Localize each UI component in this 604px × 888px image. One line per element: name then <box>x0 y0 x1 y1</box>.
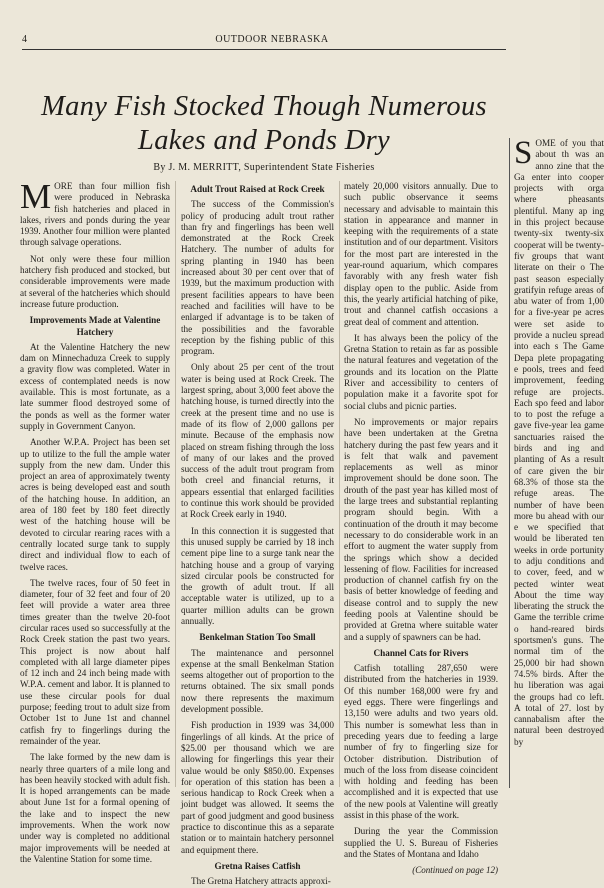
header-rule <box>22 49 506 50</box>
column-4-partial <box>509 135 604 788</box>
paragraph: It has always been the policy of the Gretna Station to retain as far as possible the natural features and vegetation of the grounds and its location on the Platte River and accessibility to centers of population make it a favorite spot for social clubs and picnic parties. <box>344 332 498 411</box>
paragraph: Not only were these four million hatchery fish produced and stocked, but considerable improvements were made at several of the hatcheries which should increase future production. <box>20 253 170 309</box>
paragraph: Catfish totalling 287,650 were distributed from the hatcheries in 1939. Of this number 168,000 were fry and eyed eggs. There were fingerlings and 13,150 were adults and two years old. This number is somewhat less than in preceding years due to feeding a large number of fry to fingerling size for October distribution. Distribution of much of the loss from disease coincident with holding and feeding has been accomplished and it is expected that use of the new pools at Valentine will greatly assist in this phase of the work. <box>344 663 498 821</box>
page-header <box>22 34 562 46</box>
title-line-1: Many Fish Stocked Though Numerous <box>41 91 487 122</box>
paragraph: The success of the Commission's policy of producing adult trout rather than fry and fingerlings has been well demonstrated at the Rock Creek Hatchery. The number of adults for spring planting in 1940 has been increased about 30 per cent over that of 1939, but the maximum production with present facilities appears to have been reached and facilities will have to be enlarged if advantage is to be taken of the possibilities and the favorable reception by the fishing public of this program. <box>181 199 334 357</box>
section-heading: Channel Cats for Rivers <box>373 647 469 658</box>
paragraph: The Gretna Hatchery attracts approxi- <box>191 876 331 887</box>
column-divider <box>339 181 340 787</box>
paragraph: mately 20,000 visitors annually. Due to such public observance it seems necessary and advisable to maintain this station in appearance and manner in keeping with the requirements of a state institution and of our department. Visitors for the most part are interested in the year-round aquarium, which compares favorably with any fresh water fish display open to the public. Aside from this, the yearly artificial hatching of pike, trout and channel catfish occasions a great deal of comment and attention. <box>344 181 498 327</box>
page-number: 4 <box>22 34 28 45</box>
column-3 <box>344 181 498 876</box>
intro-paragraph: MORE than four million fish were produced in Nebraska fish hatcheries and placed in lakes, rivers and ponds during the year 1939. Another four million were planted through salvage operations. <box>20 177 170 248</box>
column-2 <box>181 181 334 887</box>
byline: By J. M. MERRITT, Superintendent State Fisheries <box>153 162 375 173</box>
paragraph: The twelve races, four of 50 feet in diameter, four of 32 feet and four of 20 feet will provide a water area three times greater than the twelve 20-foot circular races used so successfully at the Rock Creek station the past two years. This project is now about half completed with all large diameter pipes of 12 inch and 24 inch being made with W.P.A. cement and labor. It is planned to use these circular pools for dual purpose; feeding trout to adult size from October 1st to June 1st and channel catfish fry to fingerlings during the remainder of the year. <box>20 577 170 746</box>
paragraph: Only about 25 per cent of the trout water is being used at Rock Creek. The largest spring, about 3,000 feet above the hatching house, is turned directly into the creek at the present time and no use is made of its flow of 2,000 gallons per minute. Because of the emphasis now placed on stream fishing through the loss of many of our lakes and the proved success of the adult trout program from both creel and financial returns, it appears essential that enlarged facilities to continue this work should be provided at Rock Creek early in 1940. <box>181 362 334 520</box>
paragraph: During the year the Commission supplied the U. S. Bureau of Fisheries and the States of Montana and Idaho <box>344 826 498 859</box>
column-1 <box>20 177 170 864</box>
paragraph: In this connection it is suggested that this unused supply be carried by 18 inch cement pipe line to a surge tank near the hatching house and a group of varying sized circular pools be constructed for the growth of adult trout. If all acceptable water is utilized, up to a quarter million adults can be grown annually. <box>181 525 334 626</box>
article-title <box>22 90 506 158</box>
paragraph: The maintenance and personnel expense at the small Benkelman Station seems altogether out of proportion to the returns obtained. The six small ponds now there represents the maximum development possible. <box>181 647 334 715</box>
title-line-2: Lakes and Ponds Dry <box>138 125 390 156</box>
section-heading: Adult Trout Raised at Rock Creek <box>190 184 325 194</box>
continued-note: (Continued on page 12) <box>412 865 498 876</box>
drop-cap: M <box>20 177 52 216</box>
magazine-title: OUTDOOR NEBRASKA <box>215 34 329 45</box>
column-divider <box>175 181 176 787</box>
drop-cap: S <box>514 135 533 171</box>
paragraph: Another W.P.A. Project has been set up to utilize to the full the ample water supply from the new dam. Under this project an area of approximately twenty acres is being developed east and south of the hatching house. In addition, an area of 180 feet by 180 feet directly west of the hatching house will be devoted to circular rearing races with a centrally located surge tank to supply direct and individual flow to each of twelve races. <box>20 437 170 572</box>
section-heading: Gretna Raises Catfish <box>214 860 301 871</box>
paragraph: Fish production in 1939 was 34,000 fingerlings of all kinds. At the price of $25.00 per thousand which we are allowing for fingerlings this year their value would be only $850.00. Expenses for operation of this station has been a serious handicap to Rock Creek when a joint budget was allowed. It seems the part of good judgment and good business practice to discontinue this as a separate station or to maintain hatchery personnel and equipment there. <box>181 720 334 855</box>
paragraph: The lake formed by the new dam is nearly three quarters of a mile long and has been heavily stocked with adult fish. It is hoped arrangements can be made about June 1st for a formal opening of the lake and to inspect the new improvements. When the work now under way is completed no additional major improvements will be needed at the Valentine Station for some time. <box>20 752 170 864</box>
paragraph: At the Valentine Hatchery the new dam on Minnechaduza Creek to supply a gravity flow was completed. Water in excess of contemplated needs is now available. This is most fortunate, as a late summer flood destroyed some of the ponds as well as the former water supply in Government Canyon. <box>20 341 170 431</box>
sidebar-paragraph: SOME of you that about th was an anno zine that the Ga enter into cooper projects with orga where pheasants plentiful. Many ap ing in this project because twenty-six twenty-six cooperat will be twenty-fiv groups that want literate on their o The past season especially gratifyin refuge areas of abu water of from 1,00 for a five-year pe acres were set aside to provide a nucleu spread into each s The Game Depa plete propagating e pools, trees and feed improvement, feeding refuge are projects. Each spo feed and labor to to post the refuge a gave five-year lea game sanctuaries raised the birds and ing and planting of As a result of care given the bir 68.3% of those sta the refuge areas. The number of have been more bu ahead with our e we specified that would be liberated ten weeks in orde portunity to adju conditions and to cover, feed, and w pected winter weat About the time way liberating the struck the Game the terrible crime o hand-reared birds sportsmen's guns. The normal tim of the 25,000 bir had shown 74.5% birds. After the hu liberation was agai the groups had co left. A total of 27. lost by cannabalism after the natural been destroyed by <box>514 135 604 747</box>
paragraph: No improvements or major repairs have been undertaken at the Gretna hatchery during the past few years and it is felt that walk and pavement replacements as well as minor improvement should be done soon. The drouth of the past year has killed most of the large trees and substantial replanting program should begin. With a continuation of the drouth it may become necessary to do considerable work in an effort to augment the water supply from the springs which show a decided lessening of flow. Facilities for increased production of channel catfish fry on the basis of better knowledge of feeding and disease control and to supply the new feeding pools at Valentine should be provided at Gretna where suitable water and a supply of spawners can be had. <box>344 416 498 642</box>
section-heading: Improvements Made at Valentine Hatchery <box>29 315 161 337</box>
section-heading: Benkelman Station Too Small <box>199 632 316 643</box>
